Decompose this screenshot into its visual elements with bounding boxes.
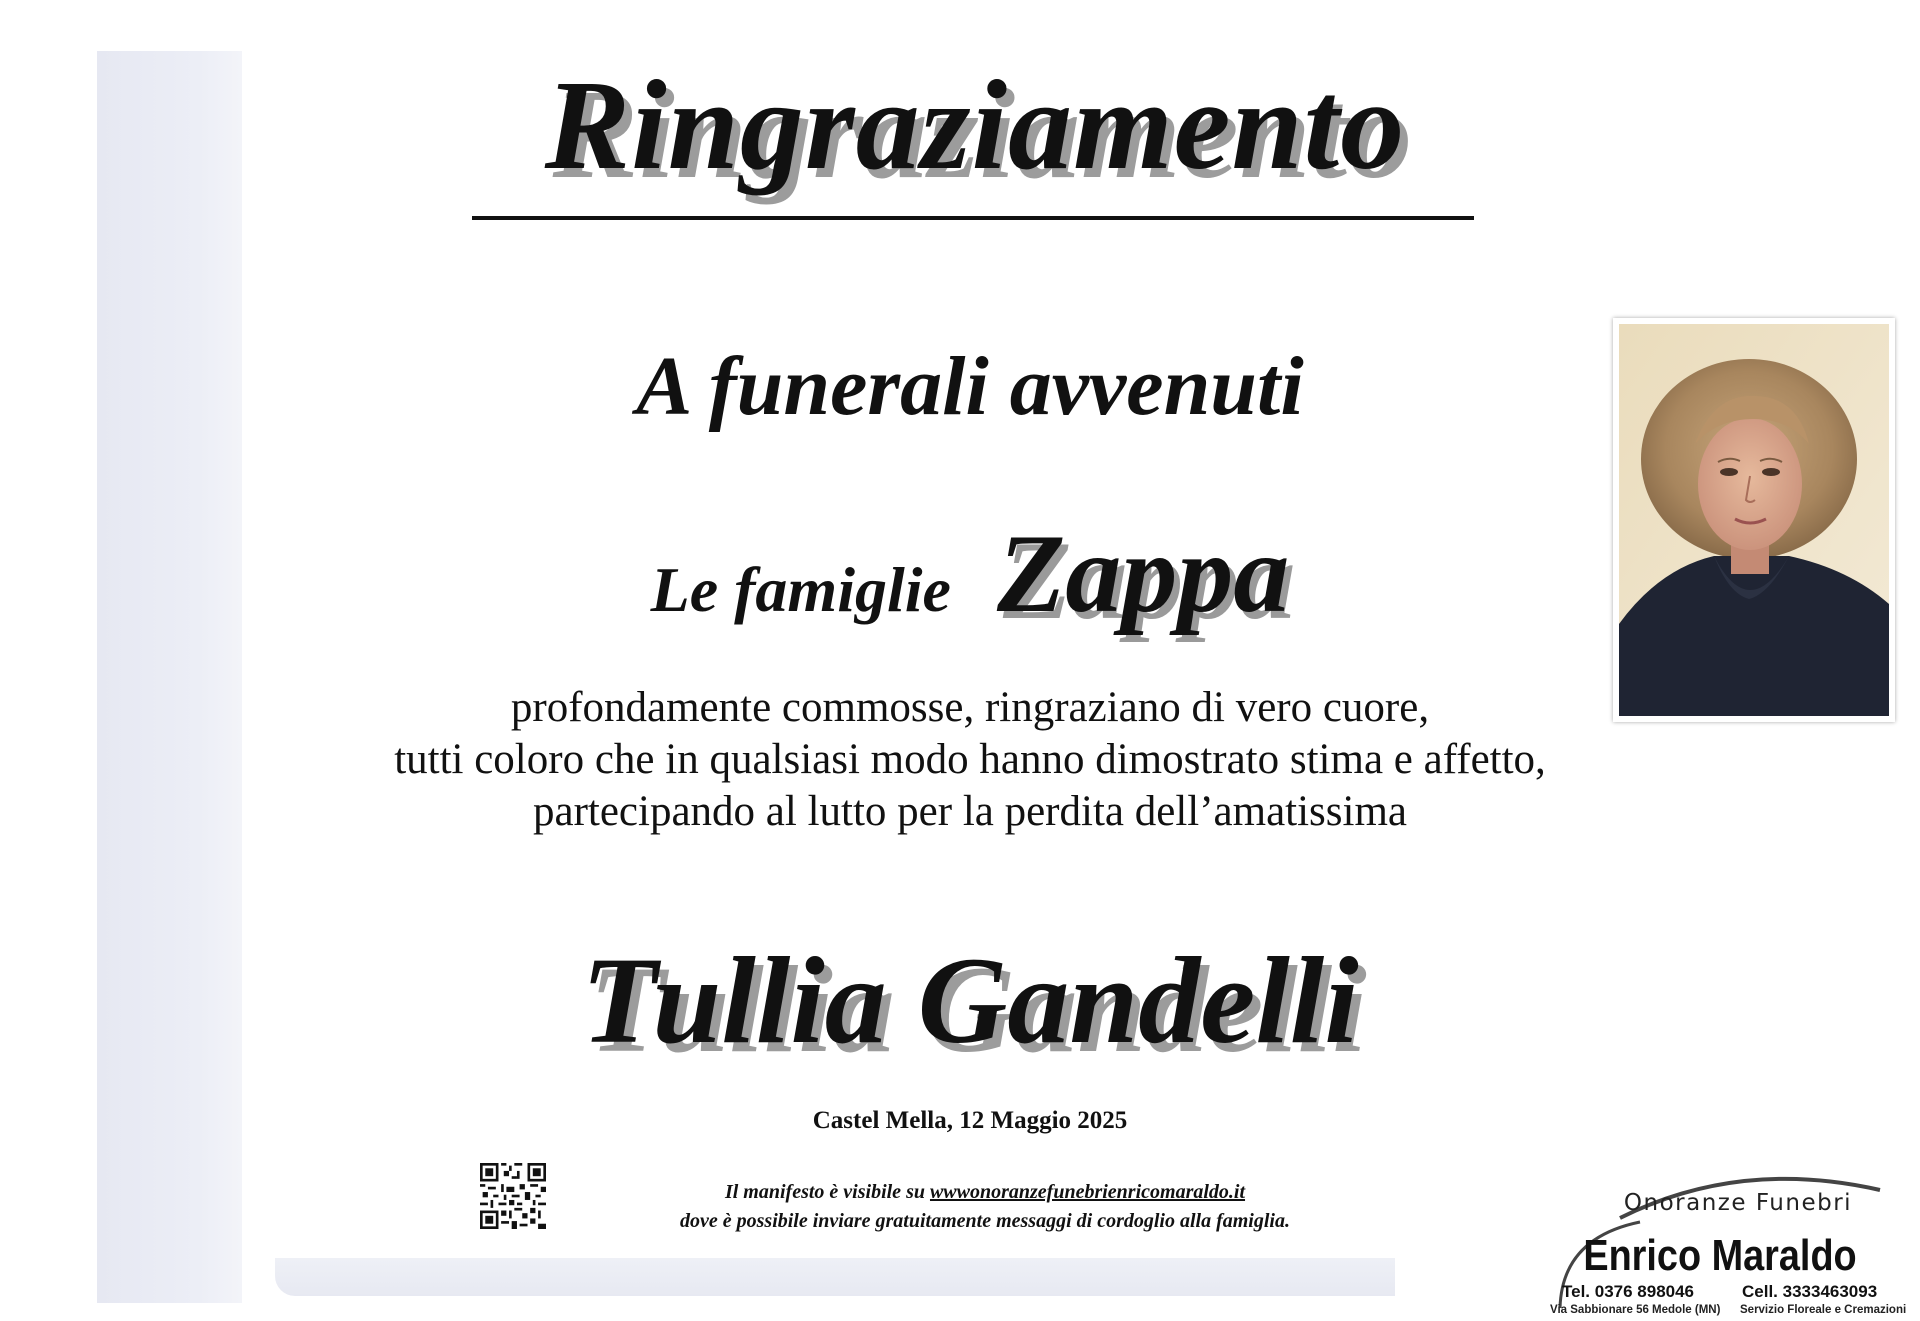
deceased-name: Tullia Gandelli bbox=[581, 932, 1359, 1069]
families-line bbox=[300, 510, 1640, 639]
bottom-decorative-band bbox=[275, 1258, 1395, 1296]
title-underline bbox=[472, 216, 1474, 220]
notice-title: Ringraziamento bbox=[544, 54, 1406, 196]
logo-mobile: Cell. 3333463093 bbox=[1742, 1282, 1878, 1301]
portrait-photo bbox=[1619, 324, 1889, 716]
logo-company-name: Enrico Maraldo bbox=[1583, 1231, 1857, 1280]
logo-telephone: Tel. 0376 898046 bbox=[1562, 1282, 1695, 1301]
logo-services: Servizio Floreale e Cremazioni bbox=[1740, 1304, 1907, 1316]
logo-tagline: Onoranze Funebri bbox=[1623, 1190, 1853, 1216]
website-link[interactable]: wwwonoranzefunebrienricomaraldo.it bbox=[929, 1181, 1246, 1203]
left-decorative-band bbox=[97, 51, 242, 1303]
messages-text: dove è possibile inviare gratuitamente messaggi di cordoglio alla famiglia. bbox=[680, 1210, 1290, 1232]
qr-code-icon bbox=[480, 1163, 546, 1229]
thanks-paragraph bbox=[240, 682, 1700, 838]
thanks-line: partecipando al lutto per la perdita dell’amatissima bbox=[532, 788, 1407, 835]
thanks-line: tutti coloro che in qualsiasi modo hanno dimostrato stima e affetto, bbox=[394, 736, 1546, 783]
families-label: Le famiglie bbox=[650, 554, 951, 625]
families-name: Zappa bbox=[996, 512, 1290, 636]
funeral-home-logo bbox=[1540, 1168, 1910, 1318]
portrait-photo-frame bbox=[1613, 318, 1895, 722]
visible-text: Il manifesto è visibile su bbox=[724, 1181, 925, 1203]
online-notice bbox=[570, 1178, 1400, 1236]
thanks-line: profondamente commosse, ringraziano di vero cuore, bbox=[510, 684, 1430, 731]
place-date: Castel Mella, 12 Maggio 2025 bbox=[812, 1107, 1128, 1134]
online-notice-line-1 bbox=[570, 1178, 1400, 1207]
logo-address: Via Sabbionare 56 Medole (MN) bbox=[1550, 1304, 1721, 1316]
notice-subtitle: A funerali avvenuti bbox=[636, 340, 1304, 433]
